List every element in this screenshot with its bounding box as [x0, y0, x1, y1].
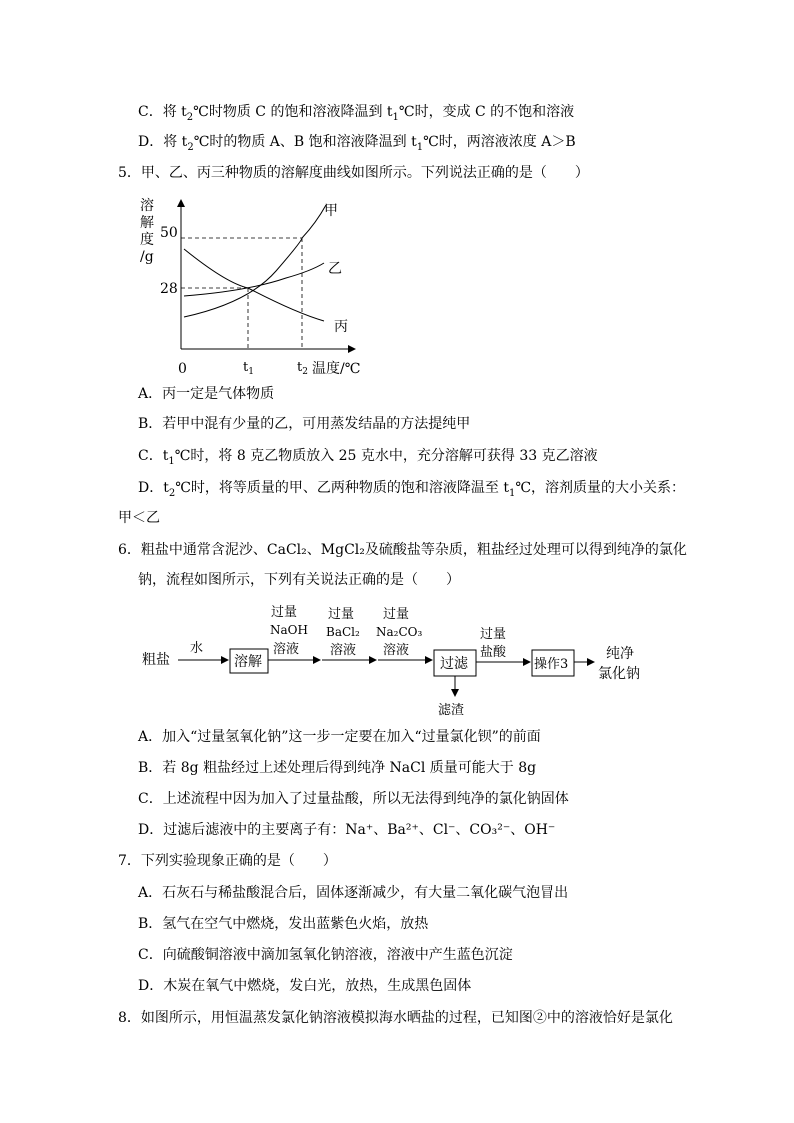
- x-tick-t2: $t_2$: [297, 360, 308, 377]
- origin-label: 0: [178, 361, 187, 377]
- q7-option-d: D．木炭在氧气中燃烧，发白光，放热，生成黑色固体: [138, 978, 472, 994]
- q6-option-a: A．加入“过量氢氧化钠”这一步一定要在加入“过量氯化钡”的前面: [138, 729, 541, 745]
- flow-product-line1: 纯净: [606, 646, 634, 662]
- y-tick-50: 50: [160, 225, 178, 241]
- series-label-bing: 丙: [334, 319, 348, 335]
- q6-option-d: D．过滤后滤液中的主要离子有：Na⁺、Ba²⁺、Cl⁻、CO₃²⁻、OH⁻: [138, 822, 556, 838]
- q7-option-a: A．石灰石与稀盐酸混合后，固体逐渐减少，有大量二氧化碳气泡冒出: [138, 885, 569, 901]
- purification-flowchart: [138, 598, 658, 720]
- q5-option-d-wrap: 甲＜乙: [118, 510, 160, 526]
- x-tick-t1: $t_1$: [243, 360, 254, 377]
- reagent3-line1: 过量: [383, 607, 410, 622]
- y-axis-label-2: 解: [140, 215, 154, 231]
- q5-option-a: A．丙一定是气体物质: [138, 386, 275, 402]
- y-axis-label-1: 溶: [140, 198, 154, 214]
- series-label-yi: 乙: [328, 261, 342, 277]
- q6-option-c: C．上述流程中因为加入了过量盐酸，所以无法得到纯净的氯化钠固体: [138, 791, 569, 807]
- flow-step1: 溶解: [234, 654, 262, 670]
- reagent1-line1: 过量: [271, 605, 298, 620]
- q6-stem-line2: 钠，流程如图所示，下列有关说法正确的是（ ）: [138, 572, 460, 588]
- reagent3-line3: 溶液: [383, 643, 410, 658]
- reagent2-line3: 溶液: [330, 643, 357, 658]
- q8-stem: 8．如图所示，用恒温蒸发氯化钠溶液模拟海水晒盐的过程，已知图②中的溶液恰好是氯化: [118, 1010, 673, 1026]
- reagent4-line1: 过量: [480, 627, 507, 642]
- y-axis-label-3: 度: [140, 232, 154, 248]
- x-axis-label: 温度/℃: [312, 361, 361, 377]
- flow-water: 水: [190, 641, 204, 656]
- flow-residue: 滤渣: [438, 703, 465, 718]
- prev-option-d: D．将 $t_2℃$时的物质 A、B 饱和溶液降温到 $t_1℃$时，两溶液浓度 A＞B: [138, 134, 576, 153]
- reagent1-line3: 溶液: [273, 642, 300, 657]
- reagent1-line2: NaOH: [270, 623, 308, 637]
- flow-start: 粗盐: [142, 652, 170, 668]
- q7-option-b: B．氢气在空气中燃烧，发出蓝紫色火焰，放热: [138, 916, 429, 932]
- reagent4-line2: 盐酸: [480, 645, 507, 660]
- solubility-chart: [136, 193, 372, 383]
- q6-option-b: B．若 8g 粗盐经过上述处理后得到纯净 NaCl 质量可能大于 8g: [138, 760, 537, 776]
- curve-bing: [184, 249, 324, 321]
- y-tick-28: 28: [160, 281, 178, 297]
- flow-step3: 操作3: [534, 657, 569, 672]
- flow-step2: 过滤: [440, 656, 468, 672]
- q5-option-d: D．$t_2℃$时，将等质量的甲、乙两种物质的饱和溶液降温至 $t_1℃$，溶剂质量的大小关系：: [138, 480, 686, 499]
- q7-stem: 7．下列实验现象正确的是（ ）: [118, 853, 337, 869]
- q7-option-c: C．向硫酸铜溶液中滴加氢氧化钠溶液，溶液中产生蓝色沉淀: [138, 947, 513, 963]
- q5-option-b: B．若甲中混有少量的乙，可用蒸发结晶的方法提纯甲: [138, 416, 471, 432]
- q5-stem: 5．甲、乙、丙三种物质的溶解度曲线如图所示。下列说法正确的是（ ）: [118, 165, 589, 181]
- reagent2-line1: 过量: [328, 607, 355, 622]
- prev-option-c: C．将 $t_2℃$时物质 C 的饱和溶液降温到 $t_1℃$时，变成 C 的不饱和溶液: [138, 104, 575, 123]
- reagent2-line2: BaCl₂: [326, 625, 360, 639]
- series-label-jia: 甲: [324, 203, 338, 219]
- q5-option-c: C．$t_1℃$时，将 8 克乙物质放入 25 克水中，充分溶解可获得 33 克乙溶液: [138, 448, 598, 467]
- reagent3-line2: Na₂CO₃: [376, 625, 423, 639]
- flow-product-line2: 氯化钠: [598, 666, 640, 682]
- y-axis-label-4: /g: [140, 249, 154, 265]
- q6-stem-line1: 6．粗盐中通常含泥沙、CaCl₂、MgCl₂及硫酸盐等杂质，粗盐经过处理可以得到纯净的氯化: [118, 542, 687, 558]
- curve-jia: [184, 205, 326, 317]
